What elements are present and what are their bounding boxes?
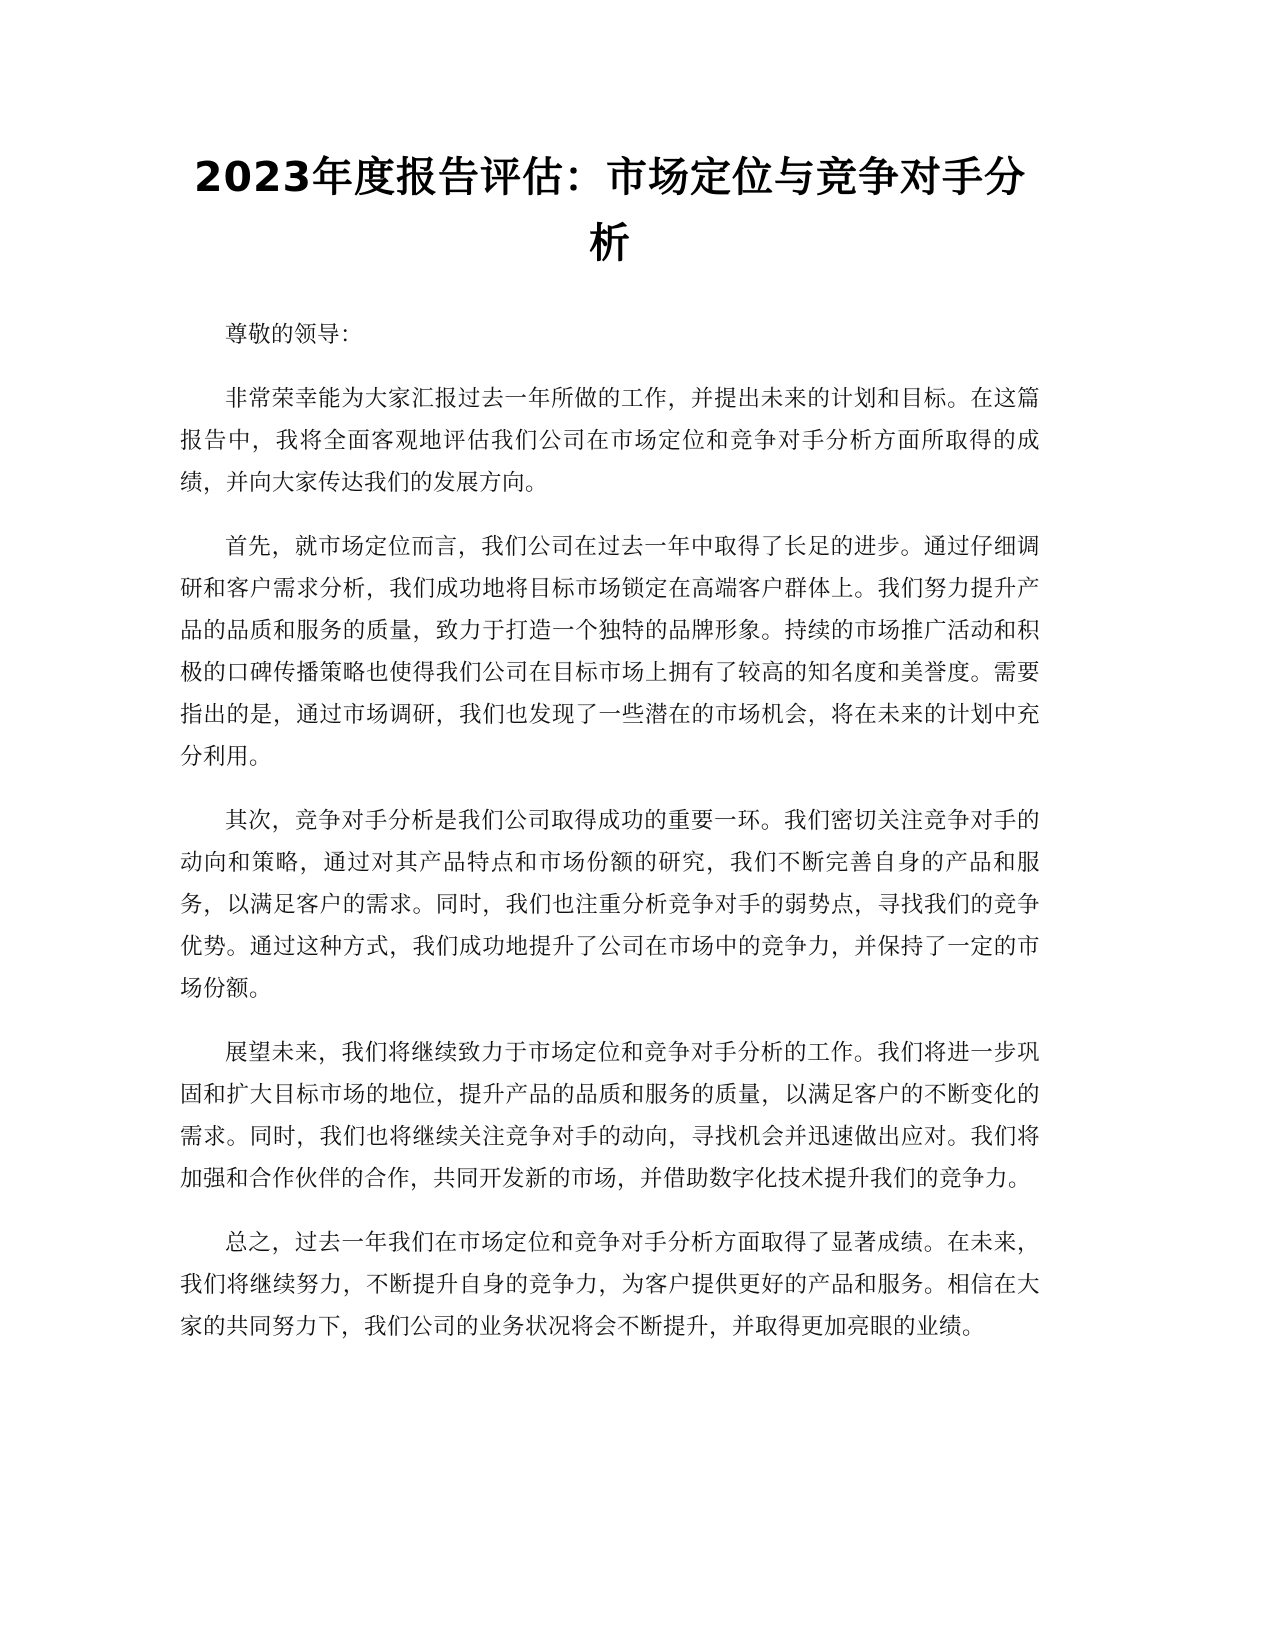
- document-body: [180, 314, 1040, 1348]
- title-line-1: 2023年度报告评估：市场定位与竞争对手分: [193, 153, 1027, 201]
- title-line-2: 析: [589, 219, 631, 267]
- paragraph-market-positioning: 首先，就市场定位而言，我们公司在过去一年中取得了长足的进步。通过仔细调研和客户需求分析，我们成功地将目标市场锁定在高端客户群体上。我们努力提升产品的品质和服务的质量，致力于打造一个独特的品牌形象。持续的市场推广活动和积极的口碑传播策略也使得我们公司在目标市场上拥有了较高的知名度和美誉度。需要指出的是，通过市场调研，我们也发现了一些潜在的市场机会，将在未来的计划中充分利用。: [180, 534, 1040, 770]
- paragraph-outlook: 展望未来，我们将继续致力于市场定位和竞争对手分析的工作。我们将进一步巩固和扩大目标市场的地位，提升产品的品质和服务的质量，以满足客户的不断变化的需求。同时，我们也将继续关注竞争对手的动向，寻找机会并迅速做出应对。我们将加强和合作伙伴的合作，共同开发新的市场，并借助数字化技术提升我们的竞争力。: [180, 1040, 1040, 1192]
- paragraph-intro: 非常荣幸能为大家汇报过去一年所做的工作，并提出未来的计划和目标。在这篇报告中，我将全面客观地评估我们公司在市场定位和竞争对手分析方面所取得的成绩，并向大家传达我们的发展方向。: [180, 386, 1040, 496]
- document-title: [180, 144, 1040, 276]
- paragraph-conclusion: 总之，过去一年我们在市场定位和竞争对手分析方面取得了显著成绩。在未来，我们将继续努力，不断提升自身的竞争力，为客户提供更好的产品和服务。相信在大家的共同努力下，我们公司的业务状况将会不断提升，并取得更加亮眼的业绩。: [180, 1230, 1040, 1340]
- paragraph-competitor-analysis: 其次，竞争对手分析是我们公司取得成功的重要一环。我们密切关注竞争对手的动向和策略，通过对其产品特点和市场份额的研究，我们不断完善自身的产品和服务，以满足客户的需求。同时，我们也注重分析竞争对手的弱势点，寻找我们的竞争优势。通过这种方式，我们成功地提升了公司在市场中的竞争力，并保持了一定的市场份额。: [180, 808, 1040, 1002]
- document-page: [180, 0, 1040, 1370]
- salutation: 尊敬的领导：: [225, 322, 364, 348]
